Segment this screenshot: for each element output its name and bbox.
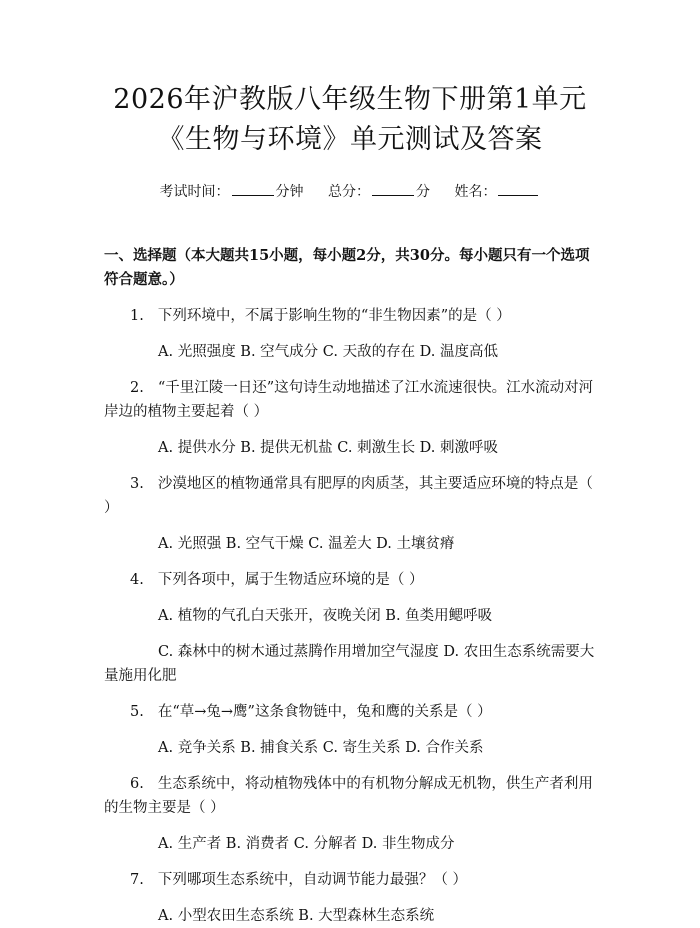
student-name-blank[interactable] — [498, 182, 538, 196]
question-stem: 在“草→兔→鹰”这条食物链中，兔和鹰的关系是（ ） — [157, 704, 492, 720]
question-1 — [104, 304, 596, 328]
exam-time-label: 考试时间： — [159, 184, 230, 200]
question-number: 6. — [130, 776, 144, 792]
student-name-field — [454, 182, 540, 202]
question-stem: 沙漠地区的植物通常具有肥厚的肉质茎，其主要适应环境的特点是（ ） — [104, 476, 593, 516]
question-stem: 下列哪项生态系统中，自动调节能力最强？（ ） — [157, 872, 467, 888]
exam-time-blank[interactable] — [232, 182, 274, 196]
question-number: 7. — [130, 872, 144, 888]
question-stem: 生态系统中，将动植物残体中的有机物分解成无机物，供生产者利用的生物主要是（ ） — [104, 776, 593, 816]
question-5-options: A. 竞争关系 B. 捕食关系 C. 寄生关系 D. 合作关系 — [158, 740, 484, 756]
section-heading-choice: 一、选择题（本大题共15小题，每小题2分，共30分。每小题只有一个选项符合题意。） — [104, 247, 590, 288]
question-7-options: A. 小型农田生态系统 B. 大型森林生态系统 — [158, 908, 435, 924]
exam-time-field — [160, 182, 304, 202]
question-2-options: A. 提供水分 B. 提供无机盐 C. 刺激生长 D. 刺激呼吸 — [158, 440, 499, 456]
question-2 — [104, 376, 596, 424]
question-6-options: A. 生产者 B. 消费者 C. 分解者 D. 非生物成分 — [158, 836, 455, 852]
question-4-options-line-2: C. 森林中的树木通过蒸腾作用增加空气湿度 D. 农田生态系统需要大量施用化肥 — [104, 644, 595, 684]
question-3-options: A. 光照强 B. 空气干燥 C. 温差大 D. 土壤贫瘠 — [158, 536, 455, 552]
total-score-field — [328, 182, 430, 202]
question-number: 2. — [130, 380, 144, 396]
question-stem: 下列环境中，不属于影响生物的“非生物因素”的是（ ） — [157, 308, 511, 324]
exam-time-unit: 分钟 — [275, 184, 304, 200]
total-score-blank[interactable] — [372, 182, 414, 196]
question-1-options: A. 光照强度 B. 空气成分 C. 天敌的存在 D. 温度高低 — [158, 344, 499, 360]
question-3 — [104, 472, 596, 520]
question-6 — [104, 772, 596, 820]
question-number: 3. — [130, 476, 144, 492]
question-number: 1. — [130, 308, 144, 324]
exam-info-line — [104, 182, 596, 202]
question-stem: “千里江陵一日还”这句诗生动地描述了江水流速很快。江水流动对河岸边的植物主要起着（ ） — [104, 380, 594, 420]
question-7 — [104, 868, 596, 892]
total-score-label: 总分： — [328, 184, 370, 200]
question-4-options-line-1: A. 植物的气孔白天张开，夜晚关闭 B. 鱼类用鳃呼吸 — [158, 608, 493, 624]
document-title: 2026年沪教版八年级生物下册第1单元《生物与环境》单元测试及答案 — [113, 84, 587, 155]
question-5 — [104, 700, 596, 724]
question-number: 4. — [130, 572, 144, 588]
total-score-unit: 分 — [416, 184, 430, 200]
question-4 — [104, 568, 596, 592]
question-stem: 下列各项中，属于生物适应环境的是（ ） — [157, 572, 424, 588]
question-number: 5. — [130, 704, 144, 720]
student-name-label: 姓名： — [454, 184, 497, 200]
